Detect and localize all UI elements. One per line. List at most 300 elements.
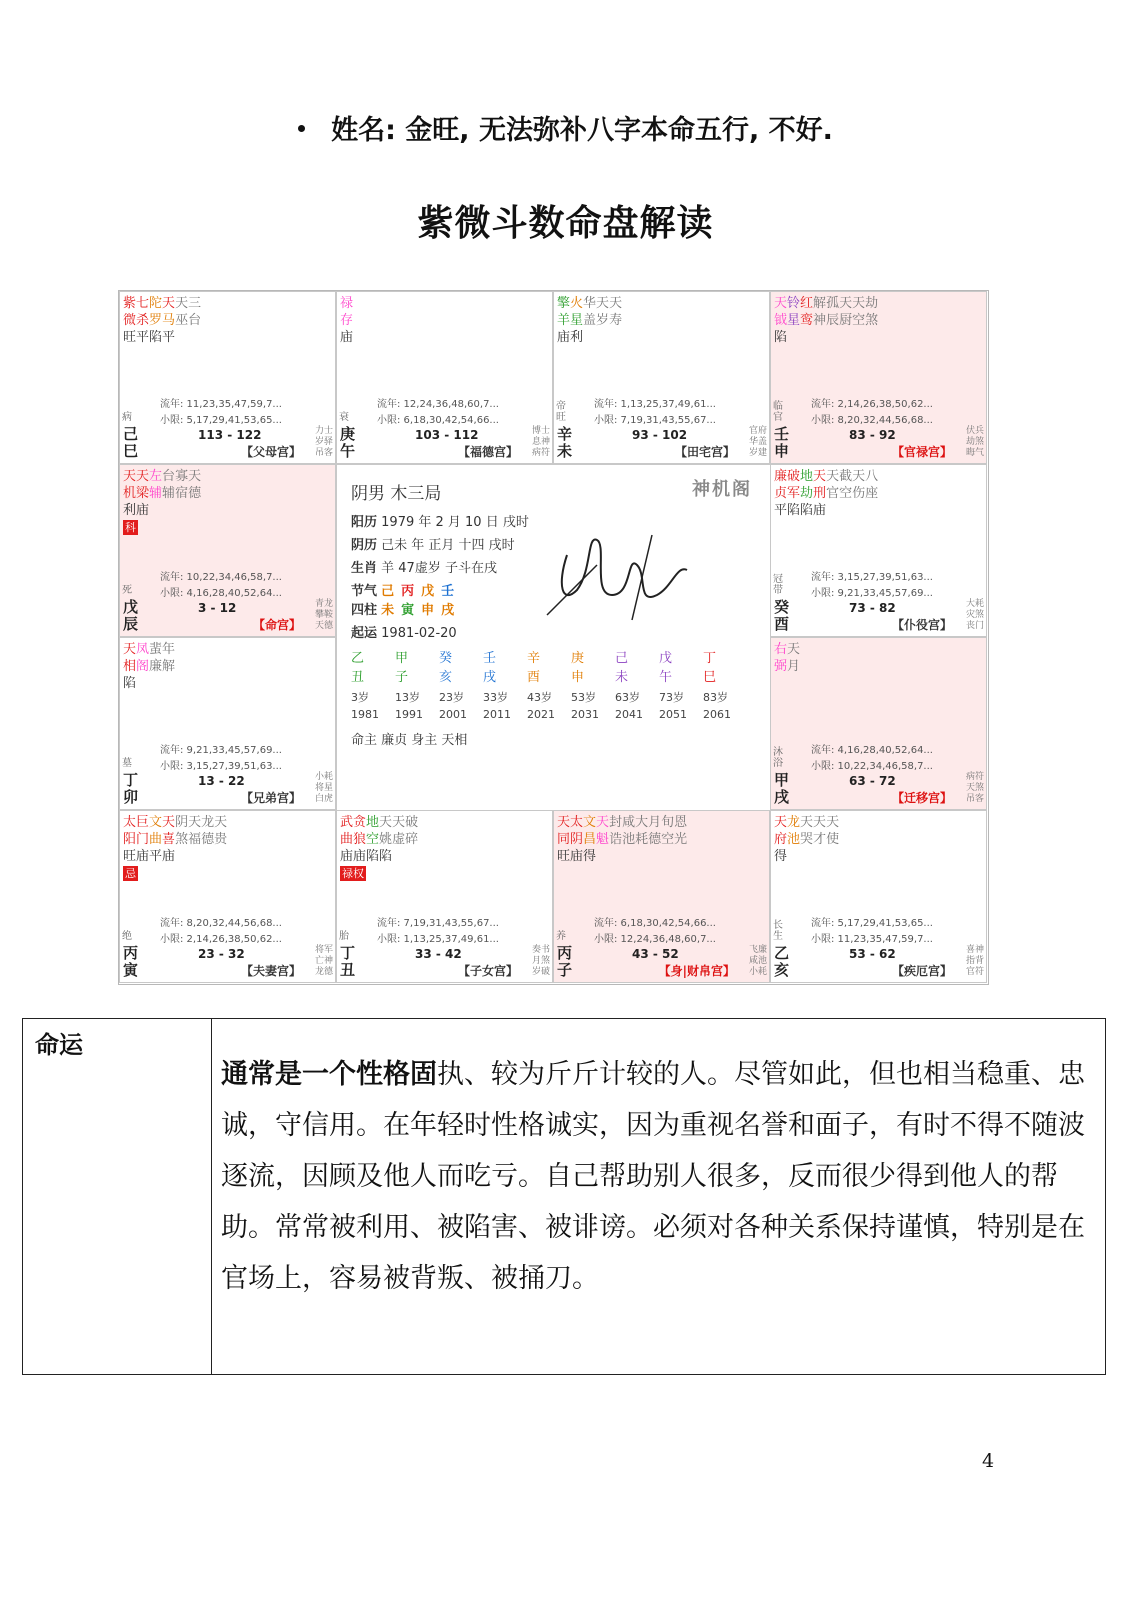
solar-term-row: 节气 己 丙 戊 壬 (351, 580, 461, 599)
star-char: 杀 (136, 313, 150, 328)
dayun-year: 2061 (703, 708, 731, 721)
dayun-gan: 庚 (571, 651, 585, 666)
star-char: 阴 (175, 815, 189, 830)
palace-stars (340, 295, 460, 346)
star-char: 咸 (622, 815, 636, 830)
fate-text-rest: 执、较为斤斤计较的人。尽管如此，但也相当稳重、忠诚，守信用。在年轻时性格诚实，因为重视名誉和面子，有时不得不随波逐流，因顾及他人而吃亏。自己帮助别人很多，反而很少得到他人的帮助。常常被利用、被陷害、被诽谤。必须对各种关系保持谨慎，特别是在官场上，容易被背叛、被捅刀。 (221, 1059, 1085, 1294)
star-char: 门 (136, 832, 150, 847)
star-char: 天 (175, 296, 189, 311)
gender-ju: 阴男 木三局 (351, 484, 442, 504)
star-char: 同 (557, 832, 571, 847)
star-char: 月 (787, 659, 801, 674)
dayun-gan: 戊 (659, 651, 673, 666)
solar-date: 阳历 1979 年 2 月 10 日 戌时 (351, 515, 529, 530)
star-char: 哭 (800, 832, 814, 847)
palace-cell-zinv (336, 810, 553, 983)
bullet-text: 姓名: 金旺, 无法弥补八字本命五行, 不好. (331, 115, 833, 146)
star-char: 右 (774, 642, 788, 657)
star-char: 刑 (813, 486, 827, 501)
star-char: 巨 (136, 815, 150, 830)
flow-years (377, 397, 499, 429)
star-char: 巫 (175, 313, 189, 328)
minor-stars: 青龙 攀鞍 天德 (314, 599, 333, 631)
life-stage: 胎 (339, 931, 349, 942)
xiaoxian-text: 小限: 11,23,35,47,59,7... (811, 934, 933, 945)
palace-name: 【疾厄宫】 (891, 964, 952, 978)
age-range: 63 - 72 (849, 774, 896, 788)
star-char: 陷 (123, 676, 137, 691)
star-char: 才 (813, 832, 827, 847)
star-char: 喜 (162, 832, 176, 847)
xiaoxian-text: 小限: 3,15,27,39,51,63... (160, 761, 282, 772)
star-char: 机 (123, 486, 137, 501)
star-char: 月 (648, 815, 662, 830)
minor-stars: 官府 华盖 岁建 (748, 426, 767, 458)
flow-years (594, 397, 716, 429)
life-stage: 养 (556, 931, 566, 942)
dayun-gan: 丁 (703, 651, 717, 666)
dayun-column (703, 647, 743, 685)
dayun-zhi: 子 (395, 670, 409, 685)
palace-ganzhi: 甲戌 (774, 771, 790, 806)
palace-stars (774, 295, 894, 346)
star-char: 平陷陷庙 (774, 503, 827, 518)
palace-name: 【兄弟宫】 (240, 791, 301, 805)
four-pillars-row: 四柱 未 寅 申 戌 (351, 599, 461, 618)
palace-ganzhi: 丁卯 (123, 771, 139, 806)
xiaoxian-text: 小限: 9,21,33,45,57,69... (811, 588, 933, 599)
star-char: 天 (774, 296, 788, 311)
dayun-gan: 辛 (527, 651, 541, 666)
star-char: 解 (813, 296, 827, 311)
star-char: 截 (839, 469, 853, 484)
dayun-zhi: 申 (571, 670, 585, 685)
star-char: 天 (379, 815, 393, 830)
star-char: 使 (826, 832, 840, 847)
age-range: 83 - 92 (849, 428, 896, 442)
star-char: 劫 (800, 486, 814, 501)
xiaoxian-text: 小限: 6,18,30,42,54,66... (377, 415, 499, 426)
star-char: 魁 (596, 832, 610, 847)
minor-stars: 病符 天煞 吊客 (965, 772, 984, 804)
star-char: 梁 (136, 486, 150, 501)
age-range: 93 - 102 (632, 428, 688, 442)
star-char: 天 (162, 815, 176, 830)
dayun-zhi: 未 (615, 670, 629, 685)
dayun-year: 1981 (351, 708, 379, 721)
star-char: 曲 (149, 832, 163, 847)
qiyun-date: 起运 1981-02-20 (351, 626, 457, 641)
dayun-age: 83岁 (703, 691, 728, 704)
palace-cell-caibo (553, 810, 770, 983)
dayun-age: 33岁 (483, 691, 508, 704)
liunian-text: 流年: 2,14,26,38,50,62... (811, 399, 933, 410)
flow-years (811, 397, 933, 429)
name-bullet (0, 108, 1131, 147)
liunian-text: 流年: 10,22,34,46,58,7... (160, 572, 282, 583)
palace-cell-guanlu (770, 291, 987, 464)
dayun-age: 53岁 (571, 691, 596, 704)
star-char: 辅 (162, 486, 176, 501)
dayun-age: 13岁 (395, 691, 420, 704)
palace-ganzhi: 戊辰 (123, 598, 139, 633)
palace-name: 【迁移宫】 (891, 791, 952, 805)
star-char: 福 (188, 832, 202, 847)
star-char: 地 (366, 815, 380, 830)
star-char: 旺平陷平 (123, 330, 176, 345)
life-stage: 墓 (122, 758, 132, 769)
dayun-column (439, 647, 479, 685)
dayun-zhi: 酉 (527, 670, 541, 685)
palace-stars (557, 814, 688, 865)
dayun-column (395, 647, 435, 685)
star-char: 罗 (149, 313, 163, 328)
star-char: 解 (162, 659, 176, 674)
palace-ganzhi: 乙亥 (774, 944, 790, 979)
liunian-text: 流年: 8,20,32,44,56,68... (160, 918, 282, 929)
star-char: 德 (201, 832, 215, 847)
life-stage: 临官 (773, 401, 783, 423)
star-char: 天 (392, 815, 406, 830)
star-char: 星 (570, 313, 584, 328)
bullet-dot (298, 125, 305, 132)
star-char: 龙 (201, 815, 215, 830)
star-char: 红 (800, 296, 814, 311)
table-divider (211, 1019, 212, 1374)
star-char: 七 (136, 296, 150, 311)
star-char: 伤 (852, 486, 866, 501)
star-char: 庙 (340, 330, 354, 345)
xiaoxian-text: 小限: 10,22,34,46,58,7... (811, 761, 933, 772)
star-char: 天 (852, 469, 866, 484)
star-char: 天 (787, 642, 801, 657)
star-char: 地 (800, 469, 814, 484)
star-char: 天 (188, 469, 202, 484)
star-char: 陷 (774, 330, 788, 345)
palace-name: 【身|财帛宫】 (658, 964, 735, 978)
star-char: 耗 (635, 832, 649, 847)
palace-cell-fuqi (119, 810, 336, 983)
sizhu-char: 申 (421, 603, 435, 618)
star-char: 廉 (774, 469, 788, 484)
palace-ganzhi: 壬申 (774, 425, 790, 460)
jieqi-char: 戊 (421, 584, 435, 599)
dayun-gan: 甲 (395, 651, 409, 666)
fate-text (221, 1049, 1091, 1304)
age-range: 53 - 62 (849, 947, 896, 961)
star-char: 华 (583, 296, 597, 311)
star-char: 天 (826, 815, 840, 830)
star-char: 凤 (136, 642, 150, 657)
star-char: 破 (405, 815, 419, 830)
star-char: 鸾 (800, 313, 814, 328)
flow-years (160, 743, 282, 775)
star-char: 天 (839, 296, 853, 311)
mutagen-badge: 科 (125, 521, 136, 534)
ming-shen-zhu: 命主 廉贞 身主 天相 (351, 733, 468, 748)
page-title: 紫微斗数命盘解读 (417, 203, 714, 244)
palace-stars (123, 468, 243, 536)
signature-icon (537, 495, 697, 625)
minor-stars: 小耗 将星 白虎 (314, 772, 333, 804)
mutagen-badge: 忌 (125, 867, 136, 880)
age-range: 103 - 112 (415, 428, 479, 442)
palace-name: 【仆役宫】 (891, 618, 952, 632)
star-char: 空 (839, 486, 853, 501)
star-char: 天 (774, 815, 788, 830)
flow-years (594, 916, 716, 948)
age-range: 113 - 122 (198, 428, 262, 442)
dayun-zhi: 巳 (703, 670, 717, 685)
star-char: 天 (162, 296, 176, 311)
sizhu-char: 寅 (401, 603, 415, 618)
minor-stars: 力士 岁驿 吊客 (314, 426, 333, 458)
star-char: 诰 (609, 832, 623, 847)
star-char: 恩 (674, 815, 688, 830)
star-char: 座 (865, 486, 879, 501)
star-char: 利庙 (123, 503, 150, 518)
brand-watermark: 神机阁 (692, 479, 752, 500)
dayun-zhi: 丑 (351, 670, 365, 685)
star-char: 天 (596, 296, 610, 311)
star-char: 碎 (405, 832, 419, 847)
palace-stars (557, 295, 677, 346)
palace-stars (340, 814, 460, 882)
palace-stars (774, 641, 894, 675)
age-range: 43 - 52 (632, 947, 679, 961)
dayun-year: 1991 (395, 708, 423, 721)
dayun-year: 2031 (571, 708, 599, 721)
star-char: 庙利 (557, 330, 584, 345)
flow-years (811, 916, 933, 948)
xiaoxian-text: 小限: 5,17,29,41,53,65... (160, 415, 282, 426)
dayun-year: 2001 (439, 708, 467, 721)
star-char: 三 (188, 296, 202, 311)
star-char: 池 (787, 832, 801, 847)
star-char: 天 (596, 815, 610, 830)
star-char: 岁 (596, 313, 610, 328)
star-char: 贞 (774, 486, 788, 501)
star-char: 旬 (661, 815, 675, 830)
dayun-column (351, 647, 391, 685)
star-char: 狼 (353, 832, 367, 847)
star-char: 存 (340, 313, 354, 328)
flow-years (377, 916, 499, 948)
flow-years (811, 570, 933, 602)
star-char: 官 (826, 486, 840, 501)
life-stage: 病 (122, 412, 132, 423)
page-number: 4 (982, 1450, 995, 1472)
dayun-zhi: 午 (659, 670, 673, 685)
star-char: 孤 (826, 296, 840, 311)
xiaoxian-text: 小限: 8,20,32,44,56,68... (811, 415, 933, 426)
star-char: 龙 (787, 815, 801, 830)
star-char: 天 (136, 469, 150, 484)
star-char: 曲 (340, 832, 354, 847)
star-char: 旺庙平庙 (123, 849, 176, 864)
palace-stars (774, 814, 894, 865)
dayun-year: 2021 (527, 708, 555, 721)
palace-name: 【官禄宫】 (891, 445, 952, 459)
dayun-gan: 癸 (439, 651, 453, 666)
star-char: 天 (800, 815, 814, 830)
dayun-gan: 己 (615, 651, 629, 666)
dayun-year: 2011 (483, 708, 511, 721)
star-char: 空 (661, 832, 675, 847)
star-char: 得 (774, 849, 788, 864)
palace-cell-qianyi (770, 637, 987, 810)
star-char: 文 (583, 815, 597, 830)
minor-stars: 飞廉 咸池 小耗 (748, 945, 767, 977)
star-char: 马 (162, 313, 176, 328)
star-char: 天 (557, 815, 571, 830)
fate-label: 命运 (35, 1031, 83, 1059)
dayun-age: 63岁 (615, 691, 640, 704)
star-char: 八 (865, 469, 879, 484)
star-char: 天 (813, 815, 827, 830)
minor-stars: 大耗 灾煞 丧门 (965, 599, 984, 631)
flow-years (160, 916, 282, 948)
star-char: 寡 (175, 469, 189, 484)
star-char: 天 (214, 815, 228, 830)
star-char: 光 (674, 832, 688, 847)
star-char: 弼 (774, 659, 788, 674)
dayun-age: 73岁 (659, 691, 684, 704)
star-char: 相 (123, 659, 137, 674)
dayun-gan: 壬 (483, 651, 497, 666)
star-char: 姚 (379, 832, 393, 847)
palace-stars (123, 641, 243, 692)
star-char: 台 (188, 313, 202, 328)
dayun-year: 2041 (615, 708, 643, 721)
star-char: 年 (162, 642, 176, 657)
star-char: 左 (149, 469, 163, 484)
star-char: 昌 (583, 832, 597, 847)
star-char: 德 (188, 486, 202, 501)
xiaoxian-text: 小限: 2,14,26,38,50,62... (160, 934, 282, 945)
star-char: 旺庙得 (557, 849, 597, 864)
star-char: 封 (609, 815, 623, 830)
star-char: 空 (852, 313, 866, 328)
palace-ganzhi: 辛未 (557, 425, 573, 460)
dayun-column (659, 647, 699, 685)
age-range: 33 - 42 (415, 947, 462, 961)
star-char: 宿 (175, 486, 189, 501)
dayun-column (483, 647, 523, 685)
palace-cell-jie (770, 810, 987, 983)
star-char: 神 (813, 313, 827, 328)
star-char: 空 (366, 832, 380, 847)
star-char: 阳 (123, 832, 137, 847)
age-range: 73 - 82 (849, 601, 896, 615)
flow-years (160, 570, 282, 602)
star-char: 庙庙陷陷 (340, 849, 393, 864)
dayun-age: 43岁 (527, 691, 552, 704)
palace-ganzhi: 己巳 (123, 425, 139, 460)
dayun-zhi: 亥 (439, 670, 453, 685)
liunian-text: 流年: 11,23,35,47,59,7... (160, 399, 282, 410)
lunar-date: 阴历 己未 年 正月 十四 戌时 (351, 538, 515, 553)
xiaoxian-text: 小限: 4,16,28,40,52,64... (160, 588, 282, 599)
age-range: 23 - 32 (198, 947, 245, 961)
age-range: 13 - 22 (198, 774, 245, 788)
star-char: 武 (340, 815, 354, 830)
sizhu-char: 戌 (441, 603, 455, 618)
liunian-text: 流年: 7,19,31,43,55,67... (377, 918, 499, 929)
xiaoxian-text: 小限: 7,19,31,43,55,67... (594, 415, 716, 426)
palace-cell-fumu (119, 291, 336, 464)
chart-center-panel (336, 464, 771, 811)
star-char: 劫 (865, 296, 879, 311)
ziwei-chart (118, 290, 989, 985)
liunian-text: 流年: 12,24,36,48,60,7... (377, 399, 499, 410)
xiaoxian-text: 小限: 1,13,25,37,49,61... (377, 934, 499, 945)
zodiac-info: 生肖 羊 47虚岁 子斗在戌 (351, 561, 497, 576)
mutagen-badge: 禄权 (342, 867, 364, 880)
life-stage: 绝 (122, 931, 132, 942)
palace-name: 【父母宫】 (240, 445, 301, 459)
star-char: 天 (123, 642, 137, 657)
star-char: 寿 (609, 313, 623, 328)
star-char: 天 (609, 296, 623, 311)
sizhu-char: 未 (381, 603, 395, 618)
palace-stars (123, 814, 243, 882)
life-stage: 死 (122, 585, 132, 596)
palace-ganzhi: 丙寅 (123, 944, 139, 979)
liunian-text: 流年: 9,21,33,45,57,69... (160, 745, 282, 756)
palace-cell-puyi (770, 464, 987, 637)
palace-cell-xiongdi (119, 637, 336, 810)
palace-name: 【田宅宫】 (674, 445, 735, 459)
star-char: 微 (123, 313, 137, 328)
palace-ganzhi: 丙子 (557, 944, 573, 979)
jieqi-char: 壬 (441, 584, 455, 599)
star-char: 钺 (774, 313, 788, 328)
star-char: 辰 (826, 313, 840, 328)
palace-stars (774, 468, 894, 519)
star-char: 大 (635, 815, 649, 830)
star-char: 贵 (214, 832, 228, 847)
star-char: 天 (123, 469, 137, 484)
age-range: 3 - 12 (198, 601, 237, 615)
star-char: 羊 (557, 313, 571, 328)
minor-stars: 博士 息神 病符 (531, 426, 550, 458)
dayun-age: 3岁 (351, 691, 369, 704)
star-char: 禄 (340, 296, 354, 311)
star-char: 天 (826, 469, 840, 484)
star-char: 太 (123, 815, 137, 830)
star-char: 厨 (839, 313, 853, 328)
minor-stars: 将军 亡神 龙德 (314, 945, 333, 977)
palace-ganzhi: 癸酉 (774, 598, 790, 633)
dayun-year: 2051 (659, 708, 687, 721)
palace-stars (123, 295, 243, 346)
star-char: 煞 (175, 832, 189, 847)
liunian-text: 流年: 1,13,25,37,49,61... (594, 399, 716, 410)
star-char: 池 (622, 832, 636, 847)
fate-table (22, 1018, 1106, 1375)
star-char: 煞 (865, 313, 879, 328)
star-char: 阁 (136, 659, 150, 674)
star-char: 紫 (123, 296, 137, 311)
star-char: 陀 (149, 296, 163, 311)
jieqi-char: 丙 (401, 584, 415, 599)
palace-cell-ming (119, 464, 336, 637)
star-char: 擎 (557, 296, 571, 311)
star-char: 阴 (570, 832, 584, 847)
palace-ganzhi: 庚午 (340, 425, 356, 460)
star-char: 虚 (392, 832, 406, 847)
